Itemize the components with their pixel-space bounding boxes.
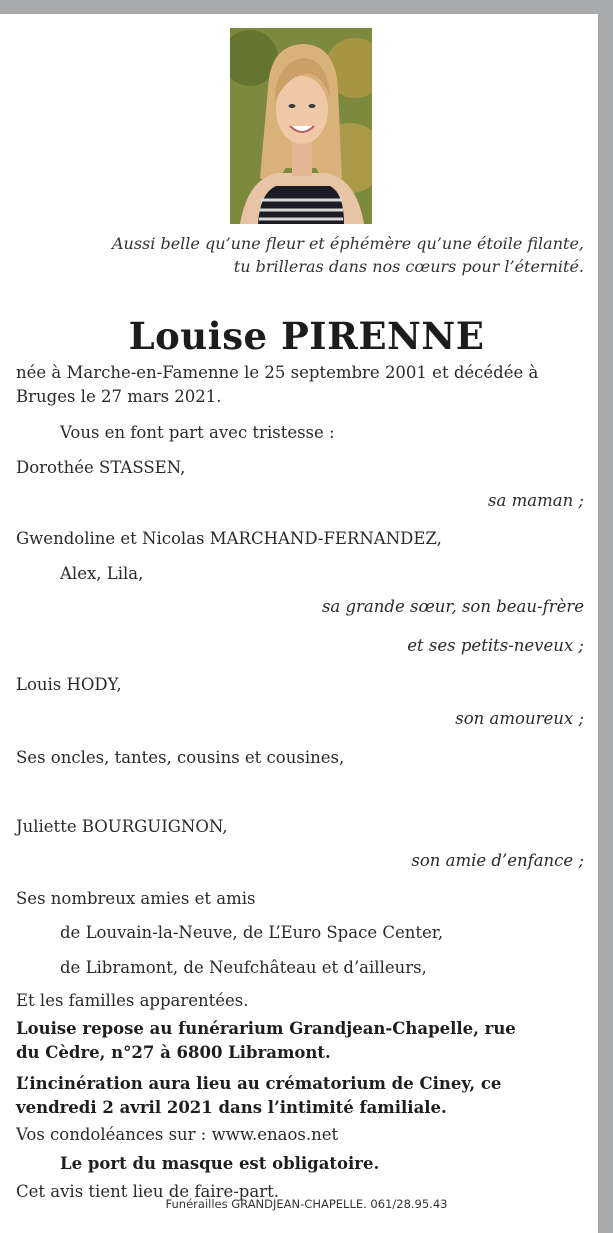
sister-name: Gwendoline et Nicolas MARCHAND-FERNANDEZ, bbox=[16, 529, 442, 548]
deceased-name: Louise PIRENNE bbox=[128, 314, 485, 358]
repose-line-1: Louise repose au funérarium Grandjean-Chapelle, rue bbox=[16, 1019, 516, 1038]
birth-line-2: Bruges le 27 mars 2021. bbox=[16, 387, 222, 406]
faire-part-notice: Cet avis tient lieu de faire-part. bbox=[16, 1182, 279, 1201]
nephews-name: Alex, Lila, bbox=[60, 564, 144, 583]
funeral-home-footer: Funérailles GRANDJEAN-CHAPELLE. 061/28.95.43 bbox=[165, 1197, 448, 1211]
epitaph-quote bbox=[112, 232, 584, 278]
relatives-text: Ses oncles, tantes, cousins et cousines, bbox=[16, 748, 345, 767]
portrait-photo bbox=[230, 28, 372, 224]
intro-text: Vous en font part avec tristesse : bbox=[60, 423, 335, 442]
families-text: Et les familles apparentées. bbox=[16, 991, 249, 1010]
partner-role: son amoureux ; bbox=[455, 709, 584, 728]
condolences-text: Vos condoléances sur : www.enaos.net bbox=[16, 1125, 339, 1144]
mask-notice: Le port du masque est obligatoire. bbox=[60, 1154, 380, 1173]
cremation-line-1: L’incinération aura lieu au crématorium de Ciney, ce bbox=[16, 1074, 502, 1093]
mother-role: sa maman ; bbox=[488, 491, 584, 510]
obituary-notice bbox=[0, 14, 598, 1233]
birth-line-1: née à Marche-en-Famenne le 25 septembre 2001 et décédée à bbox=[16, 363, 539, 382]
cremation-line-2: vendredi 2 avril 2021 dans l’intimité familiale. bbox=[16, 1098, 447, 1117]
mother-name: Dorothée STASSEN, bbox=[16, 458, 186, 477]
partner-name: Louis HODY, bbox=[16, 675, 122, 694]
sister-role-2: et ses petits-neveux ; bbox=[407, 636, 584, 655]
friend-name: Juliette BOURGUIGNON, bbox=[16, 817, 228, 836]
friends-line-2: de Louvain-la-Neuve, de L’Euro Space Center, bbox=[60, 923, 444, 942]
friends-text: Ses nombreux amies et amis bbox=[16, 889, 256, 908]
friend-role: son amie d’enfance ; bbox=[411, 851, 584, 870]
quote-line-1: Aussi belle qu’une fleur et éphémère qu’une étoile filante, bbox=[111, 234, 584, 253]
repose-line-2: du Cèdre, n°27 à 6800 Libramont. bbox=[16, 1043, 331, 1062]
friends-line-3: de Libramont, de Neufchâteau et d’ailleurs, bbox=[60, 958, 427, 977]
portrait-image bbox=[230, 28, 372, 224]
quote-line-2: tu brilleras dans nos cœurs pour l’éternité. bbox=[233, 257, 584, 276]
sister-role-1: sa grande sœur, son beau-frère bbox=[321, 597, 584, 616]
